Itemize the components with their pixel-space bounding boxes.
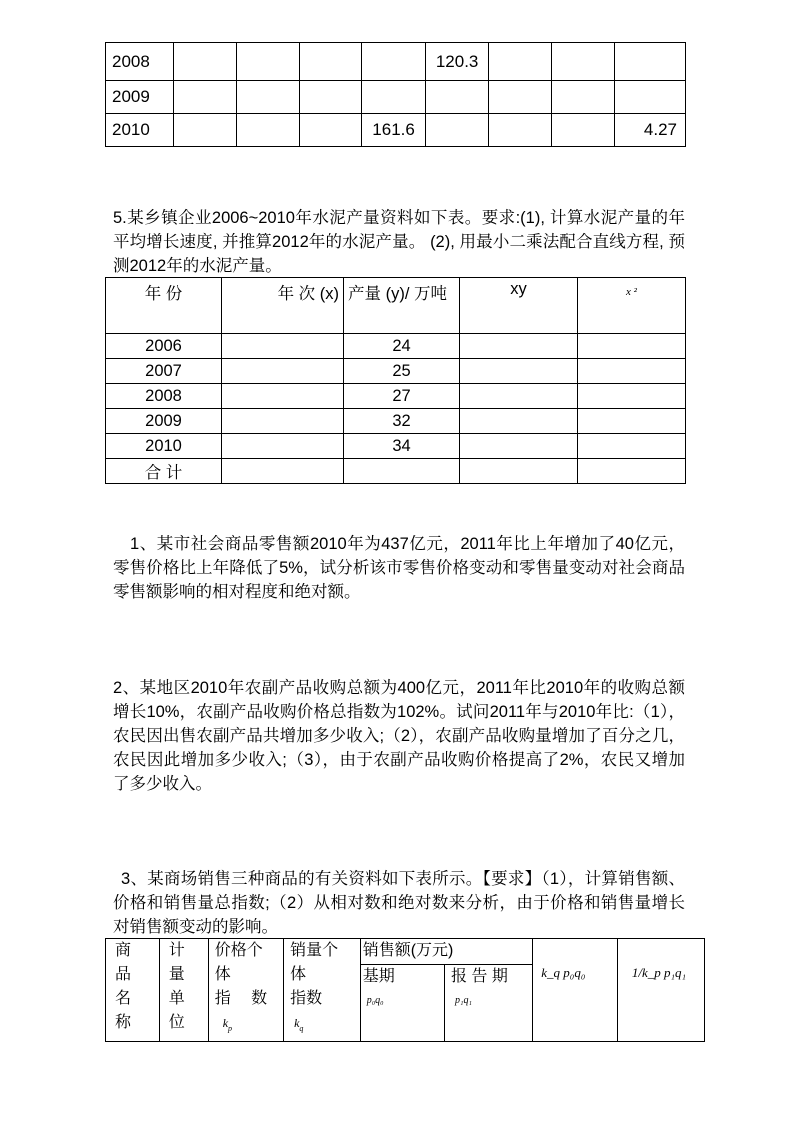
table-row (106, 359, 686, 384)
header-line: 体 (214, 966, 231, 983)
header-line: 销量个 (290, 942, 339, 959)
symbol-sub: q (299, 1024, 304, 1034)
header-quantity-index (284, 939, 361, 1042)
table-cell (299, 81, 362, 114)
table-cell (552, 81, 615, 114)
table-cell (174, 114, 237, 147)
question-5-text: 5.某乡镇企业2006~2010年水泥产量资料如下表。要求:(1), 计算水泥产量的年平均增长速度, 并推算2012年的水泥产量。 (2), 用最小二乘法配合直线方程, 预测2012年的水泥产量。 (113, 209, 685, 275)
formula-kq-p0q0: k_q p₀q₀ (541, 965, 586, 980)
question-2-text: 2、某地区2010年农副产品收购总额为400亿元，2011年比2010年的收购总额增长10%，农副产品收购价格总指数为102%。试问2011年与2010年比:（1），农民因出售农副产品共增加多少收入;（2），农副产品收购量增加了百分之几，农民因此增加多少收入;（3），由于农副产品收购价格提高了2%，农民又增加了多少收入。 (113, 679, 685, 793)
table-cell (222, 334, 344, 359)
table-cell (489, 43, 552, 81)
symbol-k: k (294, 1016, 300, 1030)
header-inv-kp-p1q1 (617, 939, 704, 1042)
table-cell: 120.3 (425, 43, 489, 81)
header-line: 指数 (290, 990, 323, 1007)
table-cell (174, 81, 237, 114)
question-3-text: 3、某商场销售三种商品的有关资料如下表所示。【要求】（1），计算销售额、价格和销售量总指数;（2）从相对数和绝对数来分析，由于价格和销售量增长对销售额变动的影响。 (113, 870, 685, 936)
table-cell (174, 43, 237, 81)
header-output: 产量 (y)/ 万吨 (344, 278, 460, 334)
year-cell: 2006 (106, 334, 222, 359)
output-cell: 24 (344, 334, 460, 359)
header-line: 指 数 (214, 990, 268, 1007)
base-label: 基期 (362, 968, 395, 986)
table-cell (222, 409, 344, 434)
table-row (106, 81, 686, 114)
table-cell (222, 434, 344, 459)
header-char: 名 (115, 990, 132, 1007)
price-index-symbol (215, 1011, 283, 1041)
year-cell: 2009 (106, 81, 174, 114)
header-base-period (360, 965, 444, 1042)
table-cell (237, 43, 300, 81)
table-cell (222, 384, 344, 409)
symbol-k: k (222, 1016, 229, 1030)
year-cell: 2008 (106, 43, 174, 81)
table-cell (578, 334, 686, 359)
table-cell (362, 43, 426, 81)
year-cell: 2007 (106, 359, 222, 384)
table-cell (299, 114, 362, 147)
report-symbol: p₁q₁ (454, 995, 472, 1007)
report-label: 报 告 期 (450, 968, 508, 986)
table-cell (489, 81, 552, 114)
table-cell (299, 43, 362, 81)
header-char: 品 (115, 966, 132, 983)
table-row (106, 43, 686, 81)
table-row (106, 384, 686, 409)
header-char: 称 (115, 1014, 132, 1031)
table-cell (489, 114, 552, 147)
table-cell (578, 409, 686, 434)
table-cell: 4.27 (614, 114, 685, 147)
table-cell (222, 459, 344, 484)
total-label: 合 计 (106, 459, 222, 484)
header-line: 体 (290, 966, 307, 983)
table-header-row (106, 939, 705, 965)
table-cell (614, 43, 685, 81)
table-cell: 161.6 (362, 114, 426, 147)
header-xy: xy (460, 278, 578, 334)
cement-output-table (105, 277, 686, 484)
table-header-row (106, 278, 686, 334)
table-row (106, 434, 686, 459)
header-unit (159, 939, 208, 1042)
header-year: 年 份 (106, 278, 222, 334)
year-cell: 2009 (106, 409, 222, 434)
header-char: 计 (168, 942, 185, 959)
header-product-name (106, 939, 160, 1042)
sales-table (105, 938, 705, 1042)
table-cell (578, 434, 686, 459)
header-sales: 销售额(万元) (360, 939, 533, 965)
quantity-index-symbol (290, 1011, 360, 1041)
header-char: 商 (115, 942, 132, 959)
table-row (106, 334, 686, 359)
table-cell (425, 114, 489, 147)
table-row (106, 114, 686, 147)
output-cell: 27 (344, 384, 460, 409)
year-cell: 2010 (106, 114, 174, 147)
table-cell (460, 434, 578, 459)
year-cell: 2008 (106, 384, 222, 409)
table-cell (425, 81, 489, 114)
data-table-top (105, 42, 686, 147)
header-report-period (444, 965, 532, 1042)
output-cell: 32 (344, 409, 460, 434)
table-cell (578, 384, 686, 409)
year-cell: 2010 (106, 434, 222, 459)
table-cell (578, 359, 686, 384)
table-cell (460, 459, 578, 484)
header-char: 位 (168, 1014, 185, 1031)
table-total-row (106, 459, 686, 484)
table-cell (460, 384, 578, 409)
table-row (106, 409, 686, 434)
table-cell (578, 459, 686, 484)
header-kq-p0q0 (533, 939, 618, 1042)
table-cell (614, 81, 685, 114)
table-cell (552, 114, 615, 147)
table-cell (344, 459, 460, 484)
table-cell (222, 359, 344, 384)
header-year-number: 年 次 (x) (222, 278, 344, 334)
output-cell: 34 (344, 434, 460, 459)
table-cell (552, 43, 615, 81)
table-cell (460, 334, 578, 359)
symbol-sub: p (228, 1024, 233, 1034)
table-cell (362, 81, 426, 114)
output-cell: 25 (344, 359, 460, 384)
header-char: 单 (168, 990, 185, 1007)
question-1-text: 1、某市社会商品零售额2010年为437亿元，2011年比上年增加了40亿元，零售价格比上年降低了5%，试分析该市零售价格变动和零售量变动对社会商品零售额影响的相对程度和绝对额。 (113, 535, 685, 601)
header-char: 量 (168, 966, 185, 983)
formula-inv-kp-p1q1: 1/k_p p₁q₁ (631, 965, 687, 980)
header-line: 价格个 (214, 942, 263, 959)
base-symbol: p₀q₀ (366, 995, 384, 1007)
header-price-index (208, 939, 283, 1042)
header-x-squared: x ² (578, 278, 686, 334)
table-cell (237, 114, 300, 147)
table-cell (460, 409, 578, 434)
table-cell (460, 359, 578, 384)
table-cell (237, 81, 300, 114)
